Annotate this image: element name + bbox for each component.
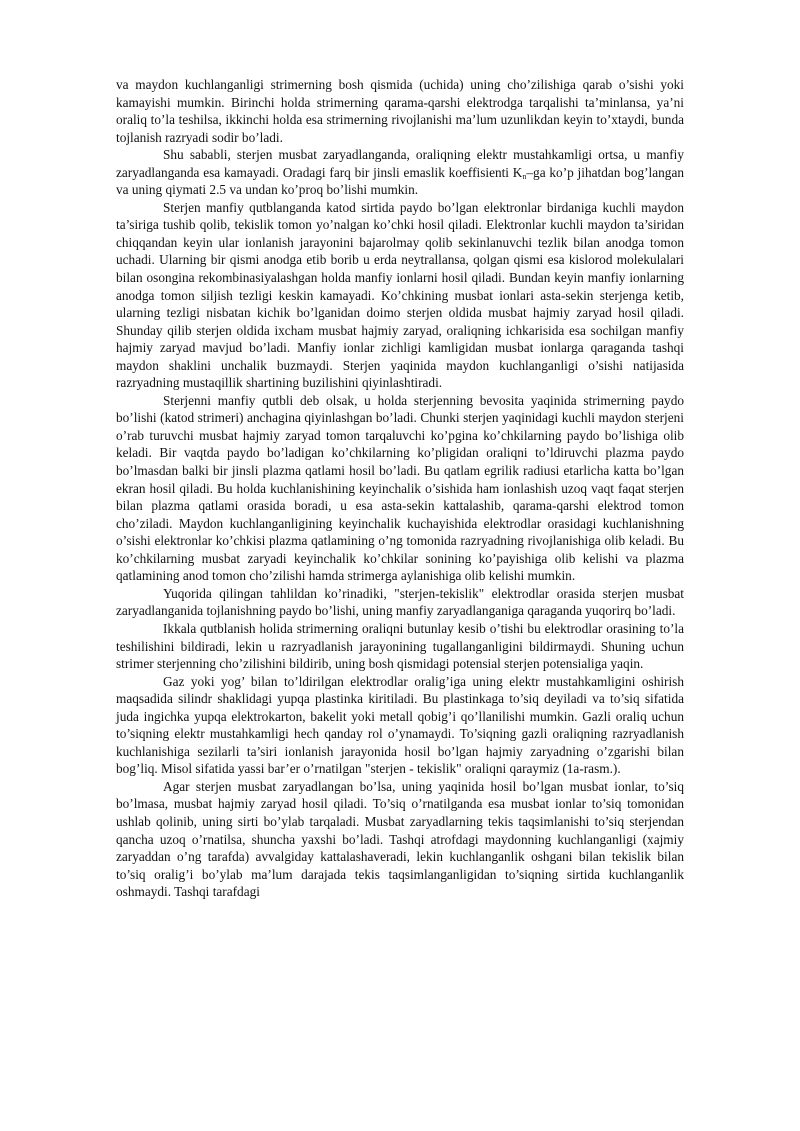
paragraph-5: Yuqorida qilingan tahlildan ko’rinadiki, "sterjen-tekislik" elektrodlar orasida sterjen musbat zaryadlanganida tojlanishning paydo bo’lishi, uning manfiy zaryadlanganiga qaraganda yuqorirq bo’ladi. [116,585,684,619]
paragraph-8: Agar sterjen musbat zaryadlangan bo’lsa, uning yaqinida hosil bo’lgan musbat ionlar, to’siq bo’lmasa, musbat hajmiy zaryad hosil qiladi. To’siq o’rnatilganda esa musbat ionlar to’siq tomonidan ushlab qolinib, uning sirti bo’ylab tarqaladi. Musbat zaryadlarning tekis taqsimlanishi to’siq sterjendan qancha uzoq o’rnatilsa, shuncha yaxshi bo’ladi. Tashqi atrofdagi maydonning kuchlanganligi (xajmiy zaryaddan o’ng tarafda) avvalgiday kattalashaveradi, lekin kuchlanganlik oshgani bilan tekislik bilan to’siq oralig’i bo’ylab ma’lum darajada tekis taqsimlanganligidan to’siqning sirtida kuchlanganlik oshmaydi. Tashqi tarafdagi [116,778,684,900]
paragraph-2-text-a: Shu sababli, sterjen musbat zaryadlanganda, oraliqning elektr mustahkamligi ortsa, u manfiy zaryadlanganda esa kamayadi. Oradagi farq bir jinsli emaslik koeffisienti K [116,147,684,180]
paragraph-4: Sterjenni manfiy qutbli deb olsak, u holda sterjenning bevosita yaqinida strimerning paydo bo’lishi (katod strimeri) anchagina qiyinlashgan bo’ladi. Chunki sterjen yaqinidagi kuchli maydon sterjeni o’rab turuvchi musbat hajmiy zaryad tomon tarqaluvchi ko’pgina ko’chkilarning paydo bo’lishiga olib keladi. Bir vaqtda paydo bo’ladigan ko’chkilarning ko’pligidan oraliqni to’ldiruvchi plazma paydo bo’lmasdan balki bir jinsli plazma qatlami hosil bo’ladi. Bu qatlam egrilik radiusi etarlicha katta bo’lgan ekran hosil qiladi. Bu holda kuchlanishining keyinchalik o’sishida ham ionlashish uzoq vaqt faqat sterjen bilan plazma qatlami orasida boradi, u esa asta-sekin kattalashib, qarama-qarshi elektrod tomon cho’ziladi. Maydon kuchlanganligining keyinchalik kuchayishida elektrodlar orasidagi kuchlanishning o’sishi elektronlar ko’chkisi plazma qatlamining o’ng tomonida razryadning rivojlanishiga olib keladi. Bu ko’chkilarning musbat zaryadi keyinchalik ko’chkilar sonining ko’payishiga olib kelishi va plazma qatlamining anod tomon cho’zilishi hamda strimerga aylanishiga olib kelishi mumkin. [116,392,684,584]
paragraph-6: Ikkala qutblanish holida strimerning oraliqni butunlay kesib o’tishi bu elektrodlar orasining to’la teshilishini bildiradi, lekin u razryadlanish jarayonining tugallanganligini bildirmaydi. Shuning uchun strimer sterjenning cho’zilishini bildirib, uning bosh qismidagi potensial sterjen potensialiga yaqin. [116,620,684,672]
document-page [116,76,684,901]
paragraph-1: va maydon kuchlanganligi strimerning bosh qismida (uchida) uning cho’zilishiga qarab o’sishi yoki kamayishi mumkin. Birinchi holda strimerning qarama-qarshi elektrodga tarqalishi ta’minlansa, ya’ni oraliq to’la teshilsa, ikkinchi holda esa strimerning rivojlanishi ma’lum uzunlikdan keyin to’xtaydi, bunda tojlanish razryadi sodir bo’ladi. [116,77,684,145]
paragraph-2-text-b: –ga ko’p jihatdan bog’langan va uning qiymati 2.5 va undan ko’proq bo’lishi mumkin. [116,164,684,198]
paragraph-7: Gaz yoki yog’ bilan to’ldirilgan elektrodlar oralig’iga uning elektr mustahkamligini oshirish maqsadida silindr shaklidagi yupqa plastinka kiritiladi. Bu plastinkaga to’siq deyiladi va to’siq sifatida juda ingichka yupqa elektrokarton, bakelit yoki metall qobig’i qo’llanilishi mumkin. Gazli oraliq uchun to’siqning elektr mustahkamligi hech qanday rol o’ynamaydi. To’siqning gazli oraliqning razryadlanish kuchlanishiga sezilarli ta’siri ionlanish jarayonida hosil bo’lgan hajmiy zaryadning o’zgarishi bilan bog’liq. Misol sifatida yassi bar’er o’rnatilgan "sterjen - tekislik" oraliqni qaraymiz (1a-rasm.). [116,673,684,777]
paragraph-2 [116,146,684,199]
paragraph-3: Sterjen manfiy qutblanganda katod sirtida paydo bo’lgan elektronlar birdaniga kuchli maydon ta’siriga tushib qolib, tekislik tomon yo’nalgan ko’chki hosil qiladi. Elektronlar kuchli maydon ta’siridan chiqqandan keyin ular ionlanish jarayonini bajarolmay qolib sekinlanuvchi tezlik bilan anodga tomon uchadi. Ularning bir qismi anodga etib borib u erda neytrallansa, qolgan qismi esa kislorod molekulalari bilan osongina rekombinasiyalashgan holda manfiy ionlarni hosil qiladi. Bundan keyin manfiy ionlarning anodga tomon siljish tezligi keskin kamayadi. Ko’chkining musbat ionlari asta-sekin sterjenga ketib, ularning tezligi nisbatan kichik bo’lganidan doimo sterjen oldida musbat hajmiy zaryad hosil qiladi. Shunday qilib sterjen oldida ixcham musbat hajmiy zaryad, oraliqning ichkarisida esa sochilgan manfiy hajmiy zaryad mavjud bo’ladi. Manfiy ionlar zichligi kamligidan musbat ionlarga qaraganda tashqi maydon shaklini unchalik buzmaydi. Sterjen yaqinida maydon kuchlanganligi o’sishi natijasida razryadning mustaqillik shartining buzilishini qiyinlashtiradi. [116,199,684,391]
coefficient-subscript: n [522,171,527,181]
